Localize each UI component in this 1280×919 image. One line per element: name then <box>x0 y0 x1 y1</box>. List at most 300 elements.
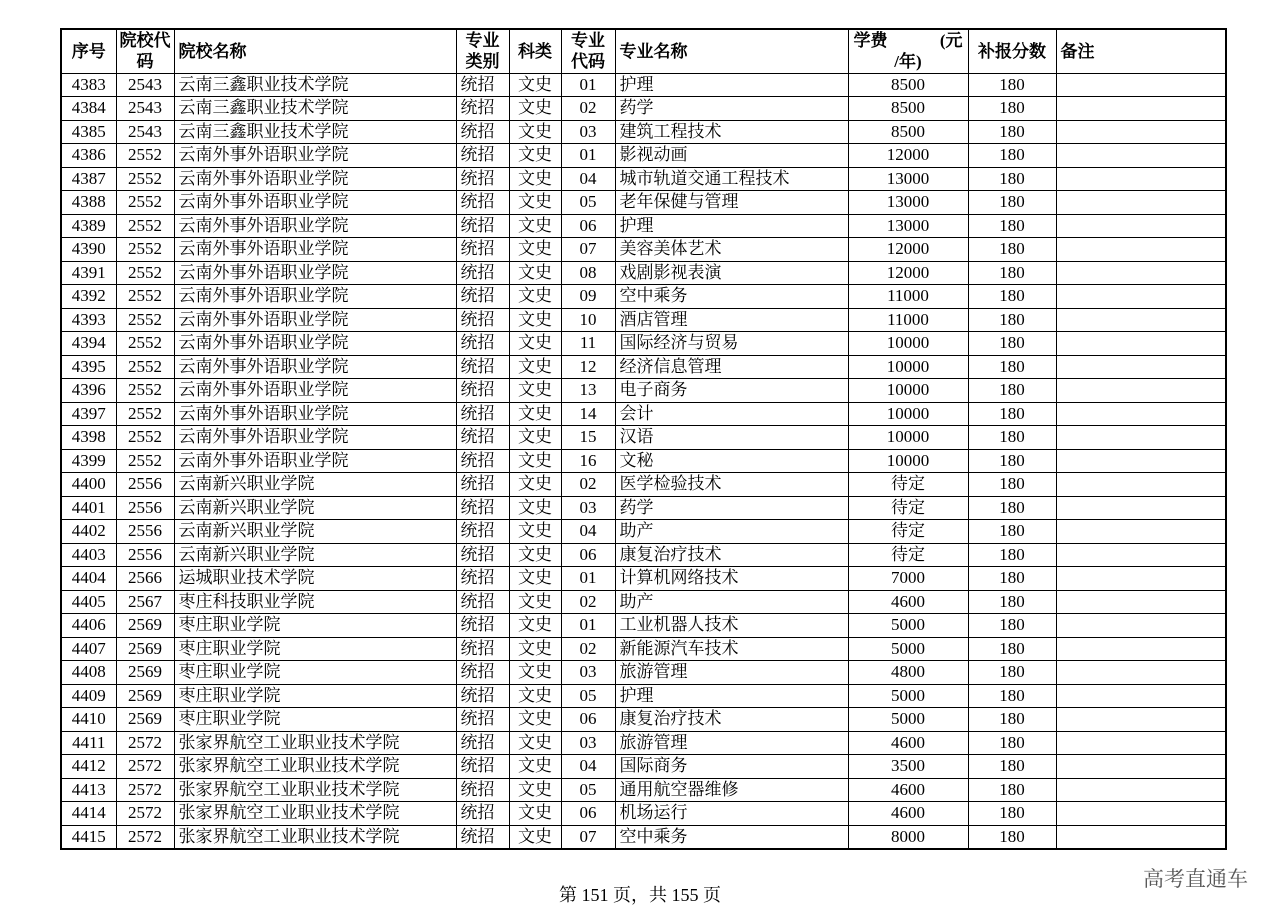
cell-school-name: 云南新兴职业学院 <box>174 520 456 544</box>
cell-category: 统招 <box>456 355 509 379</box>
cell-score: 180 <box>968 473 1056 497</box>
cell-school-name: 云南新兴职业学院 <box>174 543 456 567</box>
cell-remark <box>1056 825 1226 849</box>
cell-category: 统招 <box>456 520 509 544</box>
cell-remark <box>1056 755 1226 779</box>
cell-remark <box>1056 637 1226 661</box>
cell-subject: 文史 <box>509 543 561 567</box>
cell-score: 180 <box>968 825 1056 849</box>
cell-score: 180 <box>968 731 1056 755</box>
table-row <box>61 426 1226 450</box>
cell-remark <box>1056 355 1226 379</box>
cell-seq: 4414 <box>61 802 116 826</box>
cell-major-name: 城市轨道交通工程技术 <box>615 167 848 191</box>
cell-category: 统招 <box>456 684 509 708</box>
table-row <box>61 614 1226 638</box>
cell-school-code: 2572 <box>116 731 174 755</box>
cell-score: 180 <box>968 684 1056 708</box>
cell-school-name: 云南新兴职业学院 <box>174 473 456 497</box>
cell-major-name: 护理 <box>615 73 848 97</box>
cell-major-name: 旅游管理 <box>615 661 848 685</box>
cell-major-code: 01 <box>561 144 615 168</box>
header-remark: 备注 <box>1056 29 1226 73</box>
cell-major-code: 01 <box>561 567 615 591</box>
header-row <box>61 29 1226 73</box>
cell-subject: 文史 <box>509 355 561 379</box>
cell-tuition: 12000 <box>848 238 968 262</box>
cell-tuition: 待定 <box>848 496 968 520</box>
cell-score: 180 <box>968 285 1056 309</box>
cell-remark <box>1056 332 1226 356</box>
cell-score: 180 <box>968 191 1056 215</box>
table-row <box>61 167 1226 191</box>
cell-category: 统招 <box>456 496 509 520</box>
cell-major-code: 09 <box>561 285 615 309</box>
cell-remark <box>1056 590 1226 614</box>
cell-school-name: 云南外事外语职业学院 <box>174 285 456 309</box>
cell-major-name: 空中乘务 <box>615 825 848 849</box>
watermark-text: 高考直通车 <box>1143 868 1248 891</box>
cell-school-name: 张家界航空工业职业技术学院 <box>174 802 456 826</box>
cell-score: 180 <box>968 755 1056 779</box>
cell-major-code: 07 <box>561 825 615 849</box>
cell-school-code: 2552 <box>116 191 174 215</box>
cell-major-name: 会计 <box>615 402 848 426</box>
cell-seq: 4386 <box>61 144 116 168</box>
cell-school-code: 2556 <box>116 496 174 520</box>
cell-remark <box>1056 520 1226 544</box>
cell-tuition: 待定 <box>848 520 968 544</box>
cell-school-code: 2543 <box>116 97 174 121</box>
header-major-name: 专业名称 <box>615 29 848 73</box>
cell-category: 统招 <box>456 802 509 826</box>
cell-score: 180 <box>968 543 1056 567</box>
cell-subject: 文史 <box>509 97 561 121</box>
cell-remark <box>1056 285 1226 309</box>
cell-category: 统招 <box>456 637 509 661</box>
cell-remark <box>1056 778 1226 802</box>
cell-category: 统招 <box>456 825 509 849</box>
cell-seq: 4401 <box>61 496 116 520</box>
cell-school-name: 枣庄科技职业学院 <box>174 590 456 614</box>
cell-major-code: 02 <box>561 473 615 497</box>
cell-school-name: 云南外事外语职业学院 <box>174 144 456 168</box>
cell-score: 180 <box>968 73 1056 97</box>
cell-school-code: 2567 <box>116 590 174 614</box>
cell-major-code: 06 <box>561 543 615 567</box>
cell-major-name: 医学检验技术 <box>615 473 848 497</box>
header-tuition-unit-start: (元 <box>939 31 963 51</box>
cell-seq: 4385 <box>61 120 116 144</box>
cell-category: 统招 <box>456 97 509 121</box>
cell-seq: 4387 <box>61 167 116 191</box>
cell-school-name: 枣庄职业学院 <box>174 661 456 685</box>
cell-school-name: 云南外事外语职业学院 <box>174 261 456 285</box>
cell-major-code: 13 <box>561 379 615 403</box>
cell-subject: 文史 <box>509 731 561 755</box>
cell-major-name: 空中乘务 <box>615 285 848 309</box>
cell-tuition: 5000 <box>848 614 968 638</box>
cell-tuition: 待定 <box>848 473 968 497</box>
cell-subject: 文史 <box>509 778 561 802</box>
cell-tuition: 10000 <box>848 449 968 473</box>
cell-major-name: 国际商务 <box>615 755 848 779</box>
cell-school-code: 2569 <box>116 614 174 638</box>
cell-score: 180 <box>968 261 1056 285</box>
cell-major-name: 药学 <box>615 496 848 520</box>
cell-category: 统招 <box>456 238 509 262</box>
cell-school-code: 2552 <box>116 426 174 450</box>
cell-category: 统招 <box>456 144 509 168</box>
cell-major-code: 01 <box>561 614 615 638</box>
cell-major-name: 文秘 <box>615 449 848 473</box>
cell-tuition: 11000 <box>848 308 968 332</box>
cell-seq: 4408 <box>61 661 116 685</box>
cell-major-code: 04 <box>561 520 615 544</box>
cell-major-name: 助产 <box>615 590 848 614</box>
cell-category: 统招 <box>456 167 509 191</box>
cell-subject: 文史 <box>509 708 561 732</box>
table-row <box>61 73 1226 97</box>
cell-major-code: 04 <box>561 755 615 779</box>
cell-tuition: 4600 <box>848 778 968 802</box>
cell-school-name: 云南三鑫职业技术学院 <box>174 120 456 144</box>
cell-school-name: 枣庄职业学院 <box>174 637 456 661</box>
cell-subject: 文史 <box>509 238 561 262</box>
cell-seq: 4404 <box>61 567 116 591</box>
cell-school-name: 云南外事外语职业学院 <box>174 449 456 473</box>
cell-school-code: 2552 <box>116 167 174 191</box>
cell-seq: 4409 <box>61 684 116 708</box>
cell-seq: 4395 <box>61 355 116 379</box>
cell-school-name: 云南外事外语职业学院 <box>174 238 456 262</box>
cell-seq: 4384 <box>61 97 116 121</box>
cell-school-name: 云南外事外语职业学院 <box>174 402 456 426</box>
cell-school-code: 2552 <box>116 285 174 309</box>
cell-major-name: 康复治疗技术 <box>615 708 848 732</box>
cell-school-name: 云南新兴职业学院 <box>174 496 456 520</box>
cell-subject: 文史 <box>509 144 561 168</box>
cell-seq: 4412 <box>61 755 116 779</box>
cell-major-name: 国际经济与贸易 <box>615 332 848 356</box>
cell-score: 180 <box>968 426 1056 450</box>
cell-remark <box>1056 379 1226 403</box>
cell-score: 180 <box>968 567 1056 591</box>
cell-major-name: 计算机网络技术 <box>615 567 848 591</box>
cell-tuition: 10000 <box>848 332 968 356</box>
cell-score: 180 <box>968 120 1056 144</box>
cell-tuition: 8000 <box>848 825 968 849</box>
cell-score: 180 <box>968 308 1056 332</box>
cell-subject: 文史 <box>509 191 561 215</box>
table-row <box>61 97 1226 121</box>
cell-score: 180 <box>968 332 1056 356</box>
cell-school-name: 云南外事外语职业学院 <box>174 191 456 215</box>
cell-score: 180 <box>968 214 1056 238</box>
cell-major-code: 02 <box>561 637 615 661</box>
cell-category: 统招 <box>456 214 509 238</box>
header-tuition <box>848 29 968 73</box>
cell-remark <box>1056 308 1226 332</box>
cell-tuition: 10000 <box>848 426 968 450</box>
cell-score: 180 <box>968 590 1056 614</box>
header-school-code <box>116 29 174 73</box>
cell-tuition: 4600 <box>848 590 968 614</box>
table-row <box>61 590 1226 614</box>
header-tuition-line1 <box>849 30 968 51</box>
cell-remark <box>1056 449 1226 473</box>
header-tuition-label: 学费 <box>853 31 888 51</box>
cell-remark <box>1056 214 1226 238</box>
header-school-name: 院校名称 <box>174 29 456 73</box>
cell-tuition: 8500 <box>848 97 968 121</box>
cell-school-code: 2552 <box>116 308 174 332</box>
cell-category: 统招 <box>456 567 509 591</box>
cell-major-code: 08 <box>561 261 615 285</box>
cell-major-code: 10 <box>561 308 615 332</box>
cell-seq: 4413 <box>61 778 116 802</box>
cell-category: 统招 <box>456 332 509 356</box>
cell-subject: 文史 <box>509 637 561 661</box>
cell-tuition: 3500 <box>848 755 968 779</box>
cell-major-name: 汉语 <box>615 426 848 450</box>
table-row <box>61 731 1226 755</box>
cell-remark <box>1056 661 1226 685</box>
cell-tuition: 12000 <box>848 261 968 285</box>
cell-seq: 4405 <box>61 590 116 614</box>
cell-school-code: 2556 <box>116 543 174 567</box>
cell-subject: 文史 <box>509 802 561 826</box>
cell-school-name: 云南外事外语职业学院 <box>174 332 456 356</box>
cell-subject: 文史 <box>509 332 561 356</box>
table-row <box>61 520 1226 544</box>
cell-major-code: 02 <box>561 590 615 614</box>
header-score: 补报分数 <box>968 29 1056 73</box>
cell-subject: 文史 <box>509 402 561 426</box>
cell-tuition: 10000 <box>848 402 968 426</box>
cell-category: 统招 <box>456 614 509 638</box>
cell-seq: 4406 <box>61 614 116 638</box>
cell-school-name: 张家界航空工业职业技术学院 <box>174 778 456 802</box>
cell-school-name: 张家界航空工业职业技术学院 <box>174 825 456 849</box>
cell-subject: 文史 <box>509 567 561 591</box>
cell-seq: 4407 <box>61 637 116 661</box>
cell-school-code: 2552 <box>116 379 174 403</box>
cell-tuition: 13000 <box>848 214 968 238</box>
table-row <box>61 449 1226 473</box>
cell-category: 统招 <box>456 543 509 567</box>
cell-school-code: 2569 <box>116 708 174 732</box>
cell-major-code: 02 <box>561 97 615 121</box>
cell-major-name: 影视动画 <box>615 144 848 168</box>
cell-score: 180 <box>968 802 1056 826</box>
cell-subject: 文史 <box>509 520 561 544</box>
cell-school-name: 云南外事外语职业学院 <box>174 379 456 403</box>
cell-tuition: 8500 <box>848 73 968 97</box>
cell-tuition: 12000 <box>848 144 968 168</box>
cell-tuition: 4600 <box>848 731 968 755</box>
table-row <box>61 496 1226 520</box>
cell-subject: 文史 <box>509 684 561 708</box>
cell-tuition: 5000 <box>848 684 968 708</box>
cell-score: 180 <box>968 661 1056 685</box>
cell-score: 180 <box>968 355 1056 379</box>
cell-school-name: 张家界航空工业职业技术学院 <box>174 755 456 779</box>
cell-score: 180 <box>968 144 1056 168</box>
cell-school-name: 运城职业技术学院 <box>174 567 456 591</box>
table-row <box>61 825 1226 849</box>
cell-remark <box>1056 261 1226 285</box>
cell-category: 统招 <box>456 402 509 426</box>
cell-remark <box>1056 402 1226 426</box>
cell-subject: 文史 <box>509 285 561 309</box>
cell-score: 180 <box>968 167 1056 191</box>
cell-school-name: 云南外事外语职业学院 <box>174 355 456 379</box>
cell-major-name: 戏剧影视表演 <box>615 261 848 285</box>
cell-tuition: 4800 <box>848 661 968 685</box>
header-school-code-line1: 院校代 <box>119 31 171 51</box>
cell-remark <box>1056 120 1226 144</box>
cell-major-code: 12 <box>561 355 615 379</box>
cell-score: 180 <box>968 614 1056 638</box>
cell-major-code: 05 <box>561 191 615 215</box>
cell-category: 统招 <box>456 731 509 755</box>
cell-category: 统招 <box>456 308 509 332</box>
cell-seq: 4394 <box>61 332 116 356</box>
cell-major-name: 护理 <box>615 214 848 238</box>
cell-category: 统招 <box>456 449 509 473</box>
table-row <box>61 214 1226 238</box>
cell-score: 180 <box>968 520 1056 544</box>
cell-remark <box>1056 97 1226 121</box>
cell-major-name: 助产 <box>615 520 848 544</box>
cell-subject: 文史 <box>509 825 561 849</box>
cell-major-code: 03 <box>561 120 615 144</box>
table-row <box>61 285 1226 309</box>
table-row <box>61 379 1226 403</box>
cell-score: 180 <box>968 778 1056 802</box>
cell-category: 统招 <box>456 379 509 403</box>
admission-plan-table <box>60 28 1227 850</box>
cell-remark <box>1056 731 1226 755</box>
cell-major-code: 03 <box>561 496 615 520</box>
cell-score: 180 <box>968 637 1056 661</box>
cell-category: 统招 <box>456 661 509 685</box>
cell-category: 统招 <box>456 285 509 309</box>
cell-major-code: 06 <box>561 802 615 826</box>
cell-major-name: 康复治疗技术 <box>615 543 848 567</box>
table-row <box>61 355 1226 379</box>
cell-school-code: 2569 <box>116 637 174 661</box>
cell-subject: 文史 <box>509 755 561 779</box>
table-row <box>61 238 1226 262</box>
cell-seq: 4410 <box>61 708 116 732</box>
table-row <box>61 637 1226 661</box>
cell-seq: 4402 <box>61 520 116 544</box>
cell-category: 统招 <box>456 73 509 97</box>
header-category-line1: 专业 <box>465 31 500 51</box>
cell-subject: 文史 <box>509 614 561 638</box>
table-row <box>61 661 1226 685</box>
cell-category: 统招 <box>456 426 509 450</box>
table-row <box>61 708 1226 732</box>
cell-major-name: 电子商务 <box>615 379 848 403</box>
cell-seq: 4392 <box>61 285 116 309</box>
cell-major-name: 老年保健与管理 <box>615 191 848 215</box>
cell-remark <box>1056 614 1226 638</box>
table-row <box>61 567 1226 591</box>
cell-seq: 4389 <box>61 214 116 238</box>
table-row <box>61 802 1226 826</box>
cell-school-code: 2552 <box>116 449 174 473</box>
cell-subject: 文史 <box>509 590 561 614</box>
cell-major-name: 机场运行 <box>615 802 848 826</box>
cell-major-name: 药学 <box>615 97 848 121</box>
cell-school-code: 2552 <box>116 332 174 356</box>
cell-school-code: 2566 <box>116 567 174 591</box>
cell-subject: 文史 <box>509 308 561 332</box>
cell-school-code: 2552 <box>116 355 174 379</box>
header-major-code-line2: 代码 <box>571 52 605 72</box>
cell-tuition: 待定 <box>848 543 968 567</box>
cell-seq: 4397 <box>61 402 116 426</box>
cell-category: 统招 <box>456 261 509 285</box>
cell-tuition: 8500 <box>848 120 968 144</box>
cell-tuition: 13000 <box>848 167 968 191</box>
cell-tuition: 13000 <box>848 191 968 215</box>
cell-school-code: 2572 <box>116 802 174 826</box>
cell-major-code: 14 <box>561 402 615 426</box>
cell-school-code: 2569 <box>116 661 174 685</box>
cell-remark <box>1056 73 1226 97</box>
cell-school-name: 张家界航空工业职业技术学院 <box>174 731 456 755</box>
cell-score: 180 <box>968 708 1056 732</box>
table-row <box>61 308 1226 332</box>
cell-score: 180 <box>968 402 1056 426</box>
cell-major-code: 04 <box>561 167 615 191</box>
cell-seq: 4403 <box>61 543 116 567</box>
cell-remark <box>1056 191 1226 215</box>
cell-major-name: 通用航空器维修 <box>615 778 848 802</box>
cell-category: 统招 <box>456 191 509 215</box>
cell-major-name: 酒店管理 <box>615 308 848 332</box>
cell-school-code: 2572 <box>116 825 174 849</box>
cell-school-name: 云南外事外语职业学院 <box>174 167 456 191</box>
cell-major-code: 05 <box>561 684 615 708</box>
cell-remark <box>1056 426 1226 450</box>
cell-seq: 4400 <box>61 473 116 497</box>
cell-seq: 4391 <box>61 261 116 285</box>
cell-school-code: 2572 <box>116 755 174 779</box>
cell-tuition: 5000 <box>848 637 968 661</box>
table-row <box>61 191 1226 215</box>
cell-school-code: 2552 <box>116 238 174 262</box>
cell-seq: 4415 <box>61 825 116 849</box>
cell-school-name: 枣庄职业学院 <box>174 684 456 708</box>
cell-major-name: 工业机器人技术 <box>615 614 848 638</box>
cell-major-name: 护理 <box>615 684 848 708</box>
cell-category: 统招 <box>456 708 509 732</box>
cell-subject: 文史 <box>509 120 561 144</box>
cell-tuition: 4600 <box>848 802 968 826</box>
header-subject: 科类 <box>509 29 561 73</box>
cell-remark <box>1056 684 1226 708</box>
cell-subject: 文史 <box>509 379 561 403</box>
cell-school-code: 2556 <box>116 520 174 544</box>
cell-school-code: 2543 <box>116 73 174 97</box>
cell-school-code: 2552 <box>116 144 174 168</box>
cell-subject: 文史 <box>509 261 561 285</box>
